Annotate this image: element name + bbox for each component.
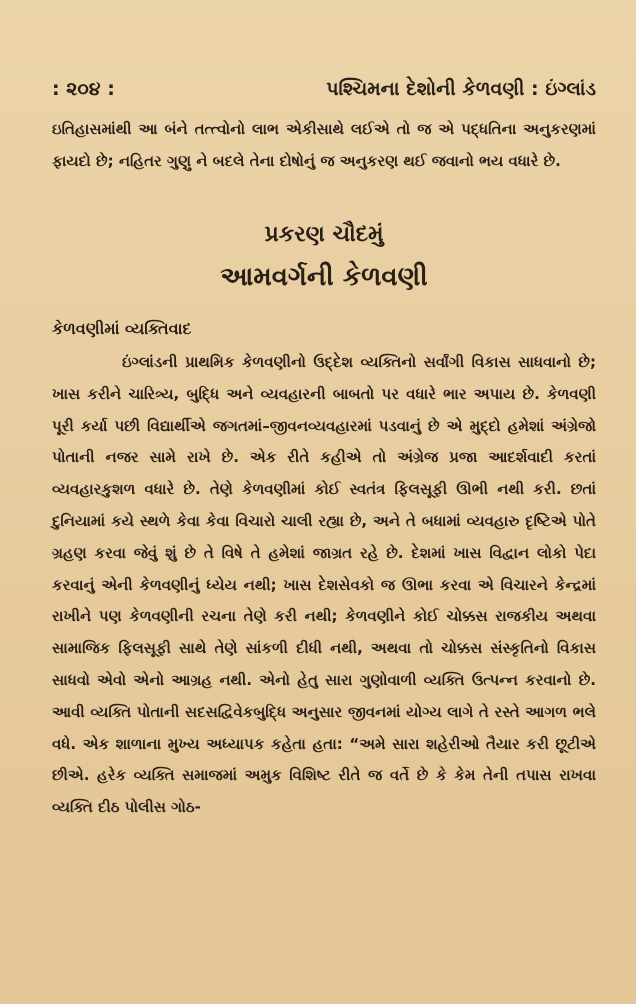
running-title: પશ્ચિમના દેશોની કેળવણી : ઇંગ્લાંડ [326, 78, 596, 100]
chapter-heading [52, 217, 596, 299]
running-header [52, 78, 596, 100]
section-heading: કેળવણીમાં વ્યક્તિવાદ [52, 319, 192, 338]
intro-paragraph: ઇતિહાસમાંથી આ બંને તત્ત્વોનો લાભ એકીસાથે લઈએ તો જ એ પદ્ધતિના અનુકરણમાં ફાયદો છે; નહિતર ગુણુ ને બદલે તેના દોષોનું જ અનુકરણ થઈ જવાનો ભય વધારે છે. [52, 120, 596, 170]
section-body: ઇંગ્લાંડની પ્રાથમિક કેળવણીનો ઉદ્દેશ વ્યક્તિનો સર્વાંગી વિકાસ સાધવાનો છે; ખાસ કરીને ચારિત્ર્ય, બુદ્ધિ અને વ્યવહારની બાબતો પર વધારે ભાર અપાય છે. કેળવણી પૂરી કર્યા પછી વિદ્યાર્થીએ જગતમાં–જીવનવ્યવહારમાં પડવાનું છે એ મુદ્દો હમેશાં અંગ્રેજો પોતાની નજર સામે રાખે છે. એક રીતે કહીએ તો અંગ્રેજ પ્રજા આદર્શવાદી કરતાં વ્યવહારકુશળ વધારે છે. તેણે કેળવણીમાં કોઈ સ્વતંત્ર ફિલસૂફી ઊભી નથી કરી. છતાં દુનિયામાં કયે સ્થળે કેવા કેવા વિચારો ચાલી રહ્યા છે, અને તે બધામાં વ્યવહારુ દૃષ્ટિએ પોતે ગ્રહણ કરવા જેવું શું છે તે વિષે તે હમેશાં જાગ્રત રહે છે. દેશમાં ખાસ વિદ્વાન લોકો પેદા કરવાનું એની કેળવણીનું ધ્યેય નથી; ખાસ દેશસેવકો જ ઊભા કરવા એ વિચારને કેન્દ્રમાં રાખીને પણ કેળવણીની રચના તેણે કરી નથી; કેળવણીને કોઈ ચોક્કસ રાજકીય અથવા સામાજિક ફિલસૂફી સાથે તેણે સાંકળી દીધી નથી, અથવા તો ચોક્કસ સંસ્કૃતિનો વિકાસ સાધવો એવો એનો આગ્રહ નથી. એનો હેતુ સારા ગુણોવાળી વ્યક્તિ ઉત્પન્ન કરવાનો છે. આવી વ્યક્તિ પોતાની સદસદ્વિવેકબુદ્ધિ અનુસાર જીવનમાં યોગ્ય લાગે તે રસ્તે આગળ ભલે વધે. એક શાળાના મુખ્ય અધ્યાપક કહેતા હતા: “અમે સારા શહેરીઓ તૈયાર કરી છૂટીએ છીએ. હરેક વ્યક્તિ સમાજમાં અમુક વિશિષ્ટ રીતે જ વર્તે છે કે કેમ તેની તપાસ રાખવા વ્યક્તિ દીઠ પોલીસ ગોઠ- [52, 353, 596, 817]
page-number: : ૨૦૪ : [52, 78, 115, 100]
chapter-title: આમવર્ગની કેળવણી [220, 262, 428, 292]
chapter-number: પ્રકરણ ચૌદમું [264, 222, 384, 247]
